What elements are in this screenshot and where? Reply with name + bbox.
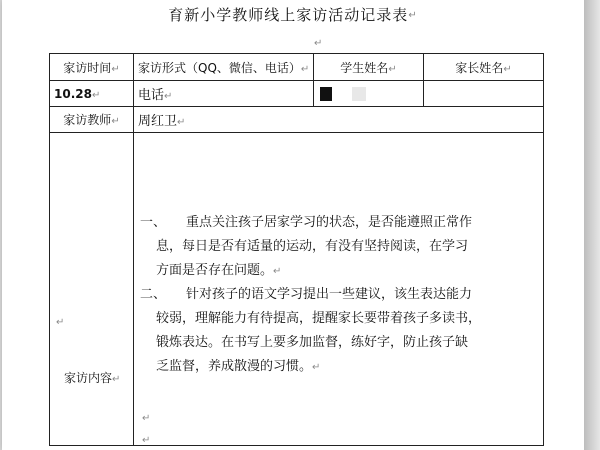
visit-form-cell[interactable]: 电话↵ [134,81,314,107]
teacher-row [50,107,544,133]
redaction-block [320,87,332,101]
paragraph-mark-icon: ↵ [408,10,418,21]
header-row [50,54,544,81]
content-row [50,133,544,446]
content-label-cell: ↵ 家访内容↵ [50,133,134,446]
content-text-cell[interactable]: 一、 重点关注孩子居家学习的状态，是否能遵照正常作 息，每日是否有适量的运动，有没有坚持阅读，在学习 方面是否存在问题。↵ 二、 针对孩子的语文学习提出一些建议，该生表达能力 较弱，理解能力有待提高，提醒家长要带着孩子多读书， 锻炼表达。在书写上要多加监督，练好字，防止孩子缺 乏监督，养成散漫的习惯。↵ ↵ ↵ [134,133,544,446]
header-parent-name[interactable]: 家长姓名↵ [424,54,544,81]
redaction-block [352,87,366,101]
page-shadow [584,0,600,450]
item-number: 二、 [140,287,167,302]
visit-date-cell[interactable]: 10.28↵ [50,81,134,107]
visit-record-table [49,53,544,446]
item-number: 一、 [140,215,167,230]
item-paragraph-2: 针对孩子的语文学习提出一些建议，该生表达能力 较弱，理解能力有待提高，提醒家长要带着孩子多读书， 锻炼表达。在书写上要多加监督，练好字，防止孩子缺 乏监督，养成散漫的习惯。↵ [156,287,482,374]
header-student-name[interactable]: 学生姓名↵ [314,54,424,81]
parent-name-cell[interactable] [424,81,544,107]
teacher-name-cell[interactable]: 周红卫↵ [134,107,544,133]
student-name-cell[interactable] [314,81,424,107]
title-text: 育新小学教师线上家访活动记录表 [168,6,409,24]
item-paragraph-1: 重点关注孩子居家学习的状态，是否能遵照正常作 息，每日是否有适量的运动，有没有坚持阅读，在学习 方面是否存在问题。↵ [156,215,473,278]
content-label: 家访内容 [64,371,113,385]
header-visit-form[interactable]: 家访形式（QQ、微信、电话）↵ [134,54,314,81]
header-visit-time[interactable]: 家访时间↵ [50,54,134,81]
paragraph-mark-icon: ↵ [314,38,323,49]
document-title [2,4,584,25]
teacher-label-cell: 家访教师↵ [50,107,134,133]
document-page [2,0,584,450]
record-row [50,81,544,107]
